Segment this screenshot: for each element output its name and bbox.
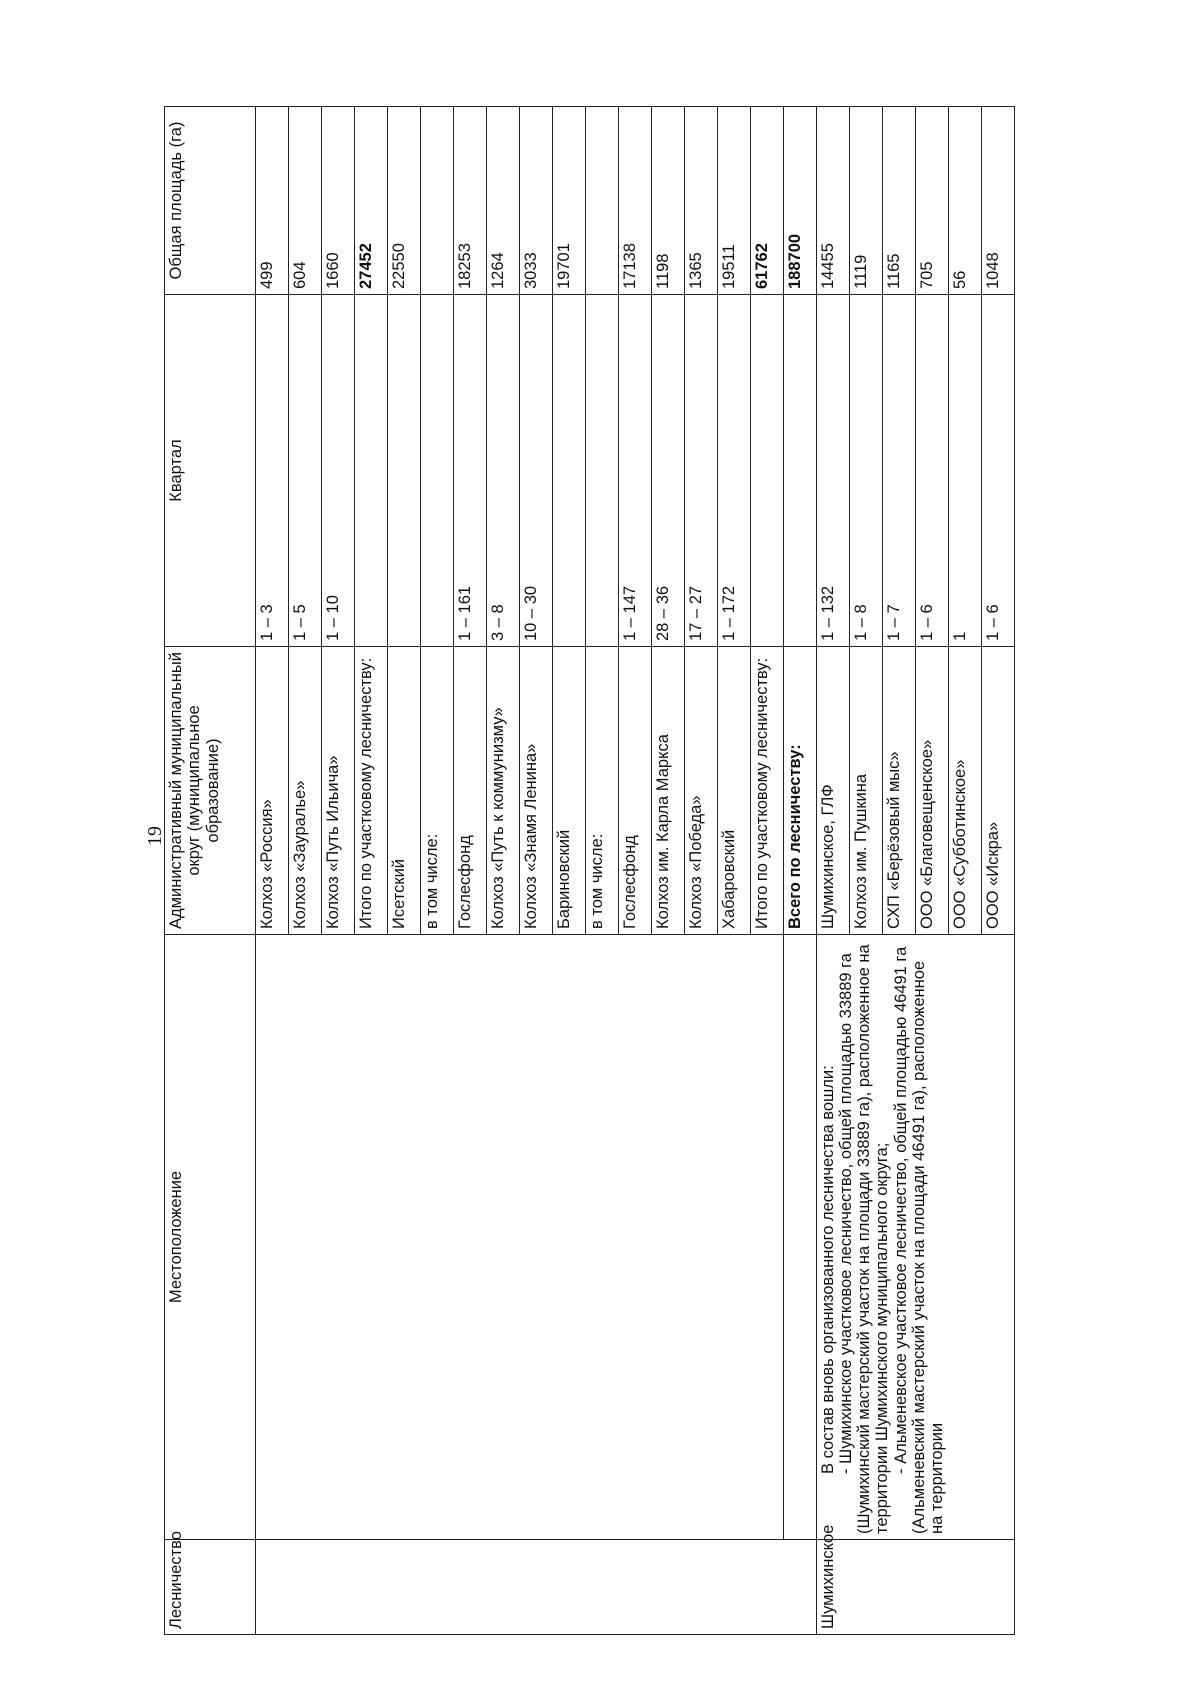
area-cell: 1198 [652, 107, 685, 295]
kvartal-cell [751, 295, 784, 647]
kvartal-cell: 28 – 36 [652, 295, 685, 647]
kvartal-cell: 1 – 147 [619, 295, 652, 647]
header-location: Местоположение [165, 935, 256, 1540]
location-cell-empty [784, 935, 817, 1540]
forestry-cell: Шумихинское [817, 1540, 1015, 1635]
kvartal-cell [784, 295, 817, 647]
kvartal-cell: 1 – 172 [718, 295, 751, 647]
kvartal-cell [586, 295, 619, 647]
admin-cell: Итого по участковому лесничеству: [355, 647, 388, 935]
area-cell: 27452 [355, 107, 388, 295]
admin-cell: Итого по участковому лесничеству: [751, 647, 784, 935]
table-row-total [784, 107, 817, 1635]
admin-cell: в том числе: [421, 647, 454, 935]
page-number: 19 [144, 826, 166, 846]
area-cell: 22550 [388, 107, 421, 295]
kvartal-cell: 1 – 6 [982, 295, 1015, 647]
admin-cell: Колхоз «Путь Ильича» [322, 647, 355, 935]
forestry-cell-empty [256, 1540, 817, 1635]
area-cell: 17138 [619, 107, 652, 295]
area-cell: 19511 [718, 107, 751, 295]
area-cell: 3033 [520, 107, 553, 295]
admin-cell: Исетский [388, 647, 421, 935]
admin-cell: Хабаровский [718, 647, 751, 935]
admin-cell: Колхоз «Знамя Ленина» [520, 647, 553, 935]
kvartal-cell: 1 [949, 295, 982, 647]
admin-cell: ООО «Благовещенское» [916, 647, 949, 935]
area-cell: 1365 [685, 107, 718, 295]
admin-cell: в том числе: [586, 647, 619, 935]
table-row [256, 107, 289, 1635]
area-cell: 1660 [322, 107, 355, 295]
area-cell: 1165 [883, 107, 916, 295]
kvartal-cell [388, 295, 421, 647]
kvartal-cell: 1 – 7 [883, 295, 916, 647]
admin-cell: Шумихинское, ГЛФ [817, 647, 850, 935]
location-item: - Альменевское участковое лесничество, общей площадью 46491 га (Альменевский мастерский участок на площади 46491 га), расположенное на территории [891, 946, 946, 1534]
area-cell: 499 [256, 107, 289, 295]
area-cell [421, 107, 454, 295]
admin-cell: ООО «Искра» [982, 647, 1015, 935]
area-cell: 61762 [751, 107, 784, 295]
admin-cell: Бариновский [553, 647, 586, 935]
kvartal-cell [421, 295, 454, 647]
kvartal-cell: 1 – 6 [916, 295, 949, 647]
area-cell: 1264 [487, 107, 520, 295]
kvartal-cell: 17 – 27 [685, 295, 718, 647]
area-cell: 56 [949, 107, 982, 295]
kvartal-cell: 1 – 10 [322, 295, 355, 647]
admin-cell: Колхоз «Зауралье» [289, 647, 322, 935]
kvartal-cell [553, 295, 586, 647]
header-admin: Административный муниципальный округ (муниципальное образование) [165, 647, 256, 935]
admin-cell: Колхоз «Победа» [685, 647, 718, 935]
area-cell [586, 107, 619, 295]
admin-cell: Гослесфонд [454, 647, 487, 935]
forestry-table-container [164, 107, 1015, 1635]
admin-cell: СХП «Берёзовый мыс» [883, 647, 916, 935]
kvartal-cell [355, 295, 388, 647]
admin-cell: ООО «Субботинское» [949, 647, 982, 935]
area-cell: 604 [289, 107, 322, 295]
location-description [817, 935, 1015, 1540]
area-cell: 14455 [817, 107, 850, 295]
kvartal-cell: 3 – 8 [487, 295, 520, 647]
location-intro: В состав вновь организованного лесничества вошли: [819, 1065, 837, 1474]
area-cell: 1048 [982, 107, 1015, 295]
admin-cell: Колхоз «Россия» [256, 647, 289, 935]
admin-cell: Гослесфонд [619, 647, 652, 935]
kvartal-cell: 1 – 132 [817, 295, 850, 647]
location-cell-empty [256, 935, 784, 1540]
area-cell: 188700 [784, 107, 817, 295]
kvartal-cell: 1 – 3 [256, 295, 289, 647]
area-cell: 1119 [850, 107, 883, 295]
header-row [165, 107, 256, 1635]
admin-cell: Колхоз «Путь к коммунизму» [487, 647, 520, 935]
header-forestry: Лесничество [165, 1540, 256, 1635]
admin-cell: Всего по лесничеству: [784, 647, 817, 935]
area-cell: 19701 [553, 107, 586, 295]
kvartal-cell: 10 – 30 [520, 295, 553, 647]
admin-cell: Колхоз им. Пушкина [850, 647, 883, 935]
table-row [817, 107, 850, 1635]
header-kvartal: Квартал [165, 295, 256, 647]
area-cell: 705 [916, 107, 949, 295]
location-item: - Шумихинское участковое лесничество, общей площадью 33889 га (Шумихинский мастерский участок на площади 33889 га), расположенное на территории Шумихинского муниципального округа; [837, 944, 892, 1534]
kvartal-cell: 1 – 8 [850, 295, 883, 647]
kvartal-cell: 1 – 161 [454, 295, 487, 647]
forestry-table [164, 106, 1015, 1635]
admin-cell: Колхоз им. Карла Маркса [652, 647, 685, 935]
area-cell: 18253 [454, 107, 487, 295]
kvartal-cell: 1 – 5 [289, 295, 322, 647]
header-area: Общая площадь (га) [165, 107, 256, 295]
